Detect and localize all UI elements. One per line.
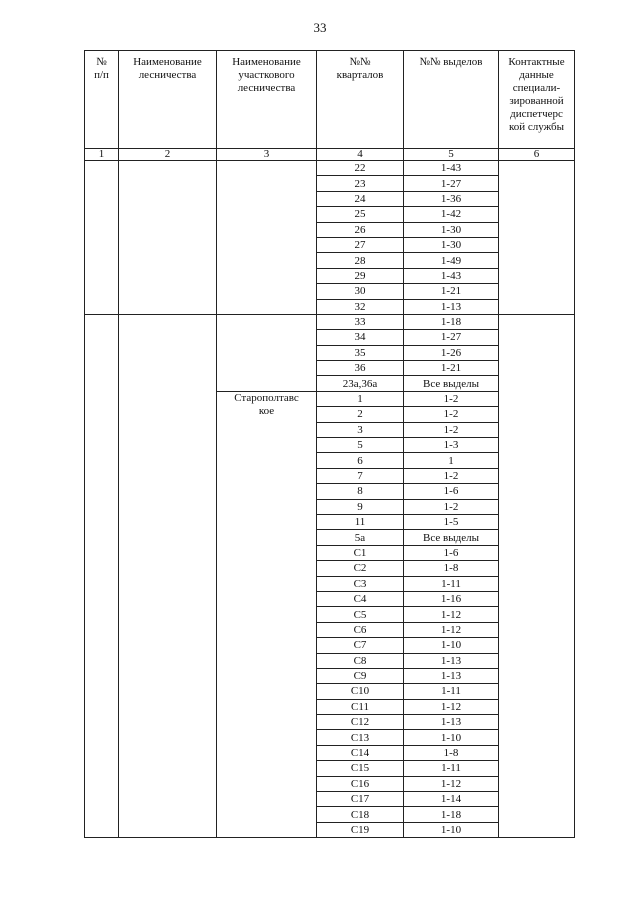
plots-cell: 1-12 [404, 607, 499, 622]
quarter-cell: 33 [317, 314, 404, 329]
district-cell [217, 314, 317, 391]
plots-cell: 1-3 [404, 438, 499, 453]
quarter-cell: 5 [317, 438, 404, 453]
plots-cell: 1-10 [404, 822, 499, 837]
quarter-cell: 36 [317, 361, 404, 376]
plots-cell: 1-8 [404, 745, 499, 760]
quarter-cell: 32 [317, 299, 404, 314]
header-row [85, 51, 575, 149]
column-number: 3 [217, 149, 317, 161]
header-district-forestry [217, 51, 317, 149]
quarter-cell: 30 [317, 284, 404, 299]
quarter-cell: 26 [317, 222, 404, 237]
plots-cell: 1-5 [404, 514, 499, 529]
plots-cell: 1-8 [404, 561, 499, 576]
table-row [85, 161, 575, 176]
column-number: 6 [499, 149, 575, 161]
quarter-cell: С6 [317, 622, 404, 637]
quarter-cell: С8 [317, 653, 404, 668]
page-number: 33 [313, 20, 327, 35]
quarter-cell: 1 [317, 391, 404, 406]
plots-cell: 1-18 [404, 807, 499, 822]
plots-cell: 1-2 [404, 407, 499, 422]
district-name-line: Старополтавс [234, 391, 299, 404]
header-line: лесничества [138, 69, 197, 81]
header-line: данные [519, 69, 554, 81]
quarter-cell: 24 [317, 191, 404, 206]
quarter-cell: 34 [317, 330, 404, 345]
quarter-cell: С14 [317, 745, 404, 760]
plots-cell: 1-2 [404, 468, 499, 483]
header-line: кварталов [336, 69, 384, 81]
contacts-cell [499, 314, 575, 837]
plots-cell: 1-13 [404, 715, 499, 730]
quarter-cell: С16 [317, 776, 404, 791]
quarter-cell: С4 [317, 591, 404, 606]
quarter-cell: С12 [317, 715, 404, 730]
quarter-cell: С17 [317, 792, 404, 807]
header-line: Наименование [133, 56, 202, 68]
district-cell [217, 161, 317, 315]
plots-cell: 1-11 [404, 761, 499, 776]
header-line: специали- [512, 82, 561, 94]
quarter-cell: С11 [317, 699, 404, 714]
plots-cell: 1-2 [404, 499, 499, 514]
plots-cell: 1-10 [404, 730, 499, 745]
quarter-cell: 28 [317, 253, 404, 268]
quarter-cell: 6 [317, 453, 404, 468]
plots-cell: 1-30 [404, 237, 499, 252]
plots-cell: 1-12 [404, 622, 499, 637]
plots-cell: 1-36 [404, 191, 499, 206]
quarter-cell: 29 [317, 268, 404, 283]
header-plots [404, 51, 499, 149]
header-line: диспетчерс [510, 108, 563, 120]
column-number: 1 [85, 149, 119, 161]
plots-cell: 1-6 [404, 484, 499, 499]
header-forestry [119, 51, 217, 149]
contacts-cell [499, 161, 575, 315]
plots-cell: 1-49 [404, 253, 499, 268]
forestry-cell [119, 314, 217, 837]
plots-cell: 1-13 [404, 653, 499, 668]
plots-cell: 1-16 [404, 591, 499, 606]
header-line: №№ выделов [419, 56, 483, 68]
plots-cell: 1-21 [404, 361, 499, 376]
row-number-cell [85, 161, 119, 315]
header-quarters [317, 51, 404, 149]
plots-cell: Все выделы [404, 530, 499, 545]
quarter-cell: С7 [317, 638, 404, 653]
plots-cell: 1-27 [404, 176, 499, 191]
header-line: участкового [238, 69, 295, 81]
quarter-cell: 22 [317, 161, 404, 176]
header-contacts [499, 51, 575, 149]
plots-cell: 1-11 [404, 684, 499, 699]
quarter-cell: 9 [317, 499, 404, 514]
quarter-cell: 3 [317, 422, 404, 437]
quarter-cell: 27 [317, 237, 404, 252]
forestry-table [84, 50, 575, 838]
plots-cell: 1-11 [404, 576, 499, 591]
header-line: кой службы [508, 121, 565, 133]
plots-cell: 1-2 [404, 391, 499, 406]
quarter-cell: С1 [317, 545, 404, 560]
header-line: № [96, 56, 107, 68]
header-line: зированной [509, 95, 564, 107]
quarter-cell: С18 [317, 807, 404, 822]
plots-cell: 1-43 [404, 161, 499, 176]
quarter-cell: 5а [317, 530, 404, 545]
quarter-cell: 7 [317, 468, 404, 483]
column-number: 4 [317, 149, 404, 161]
quarter-cell: 11 [317, 514, 404, 529]
quarter-cell: 35 [317, 345, 404, 360]
plots-cell: 1-18 [404, 314, 499, 329]
quarter-cell: 23 [317, 176, 404, 191]
plots-cell: 1-12 [404, 776, 499, 791]
plots-cell: 1-26 [404, 345, 499, 360]
quarter-cell: 23а,36а [317, 376, 404, 391]
header-line: Контактные [508, 56, 565, 68]
plots-cell: 1-6 [404, 545, 499, 560]
quarter-cell: 2 [317, 407, 404, 422]
plots-cell: 1-27 [404, 330, 499, 345]
header-number [85, 51, 119, 149]
quarter-cell: С5 [317, 607, 404, 622]
plots-cell: 1-30 [404, 222, 499, 237]
quarter-cell: С9 [317, 668, 404, 683]
header-line: лесничества [237, 82, 296, 94]
plots-cell: 1-42 [404, 207, 499, 222]
district-name-line: кое [258, 404, 275, 417]
quarter-cell: С15 [317, 761, 404, 776]
quarter-cell: 8 [317, 484, 404, 499]
quarter-cell: С13 [317, 730, 404, 745]
forestry-cell [119, 161, 217, 315]
table-row [85, 314, 575, 329]
column-number: 2 [119, 149, 217, 161]
row-number-cell [85, 314, 119, 837]
quarter-cell: С2 [317, 561, 404, 576]
plots-cell: 1-13 [404, 299, 499, 314]
column-number-row [85, 149, 575, 161]
plots-cell: Все выделы [404, 376, 499, 391]
plots-cell: 1-10 [404, 638, 499, 653]
plots-cell: 1-13 [404, 668, 499, 683]
header-line: Наименование [232, 56, 301, 68]
header-line: №№ [349, 56, 371, 68]
plots-cell: 1-12 [404, 699, 499, 714]
quarter-cell: С10 [317, 684, 404, 699]
district-name-cell [217, 391, 317, 837]
plots-cell: 1-2 [404, 422, 499, 437]
plots-cell: 1-14 [404, 792, 499, 807]
plots-cell: 1-43 [404, 268, 499, 283]
header-line: п/п [94, 69, 109, 81]
plots-cell: 1-21 [404, 284, 499, 299]
quarter-cell: С19 [317, 822, 404, 837]
plots-cell: 1 [404, 453, 499, 468]
column-number: 5 [404, 149, 499, 161]
quarter-cell: 25 [317, 207, 404, 222]
quarter-cell: С3 [317, 576, 404, 591]
